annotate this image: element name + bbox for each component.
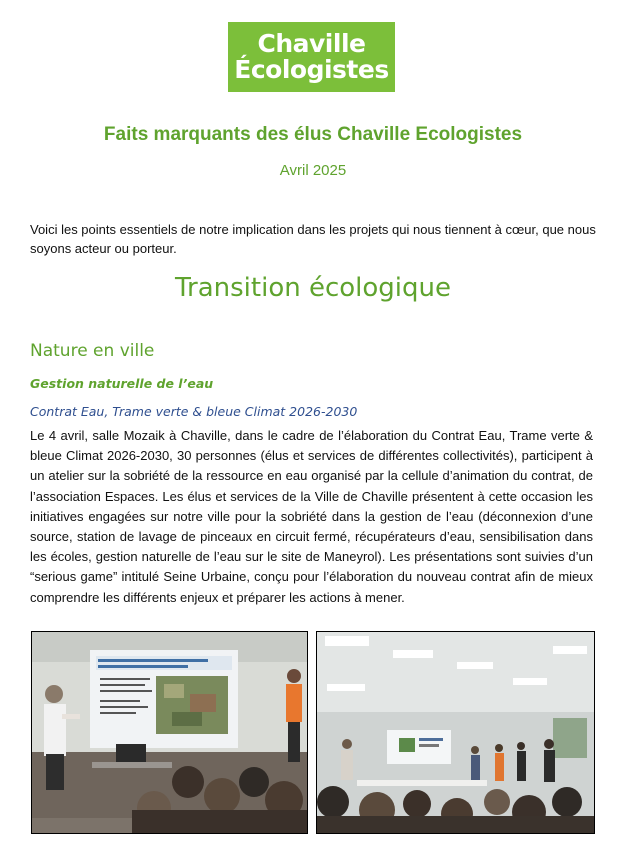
logo-line-2: Écologistes — [234, 55, 389, 84]
intro-paragraph: Voici les points essentiels de notre implication dans les projets qui nous tiennent à cœur, que nous soyons acteur ou porteur. — [30, 222, 596, 256]
document-title: Faits marquants des élus Chaville Ecologistes — [103, 124, 523, 145]
workshop-photo-room — [316, 631, 595, 834]
topic-title: Gestion naturelle de l’eau — [30, 376, 214, 391]
section-title: Transition écologique — [174, 273, 452, 303]
body-paragraph: Le 4 avril, salle Mozaik à Chaville, dans le cadre de l’élaboration du Contrat Eau, Trame verte & bleue Climat 2026-2030, 30 personnes (élus et services de différentes collectivités), participent à un atelier sur la sobriété de la ressource en eau organisé par la cellule d’animation du contrat, de l’association Espaces. Les élus et services de la Ville de Chaville présentent à cette occasion les initiatives engagées sur notre ville pour la sobriété dans la gestion de l’eau (déconnexion d’une source, station de lavage de pinceaux en circuit fermé, récupérateurs d’eau, sensibilisation dans les écoles, gestion naturelle de l’eau sur le site de Maneyrol). Les présentations sont suivies d’un “serious game” intitulé Seine Urbaine, conçu pour l’élaboration du nouveau contrat afin de mieux comprendre les différents enjeux et préparer les actions à mener. — [30, 428, 593, 605]
subsection-title: Nature en ville — [30, 341, 155, 361]
document-date: Avril 2025 — [279, 162, 347, 179]
project-title: Contrat Eau, Trame verte & bleue Climat 2026-2030 — [30, 404, 358, 419]
logo-line-1: Chaville — [257, 29, 366, 58]
chaville-ecologistes-logo — [228, 22, 395, 92]
workshop-photo-presentation — [31, 631, 308, 834]
